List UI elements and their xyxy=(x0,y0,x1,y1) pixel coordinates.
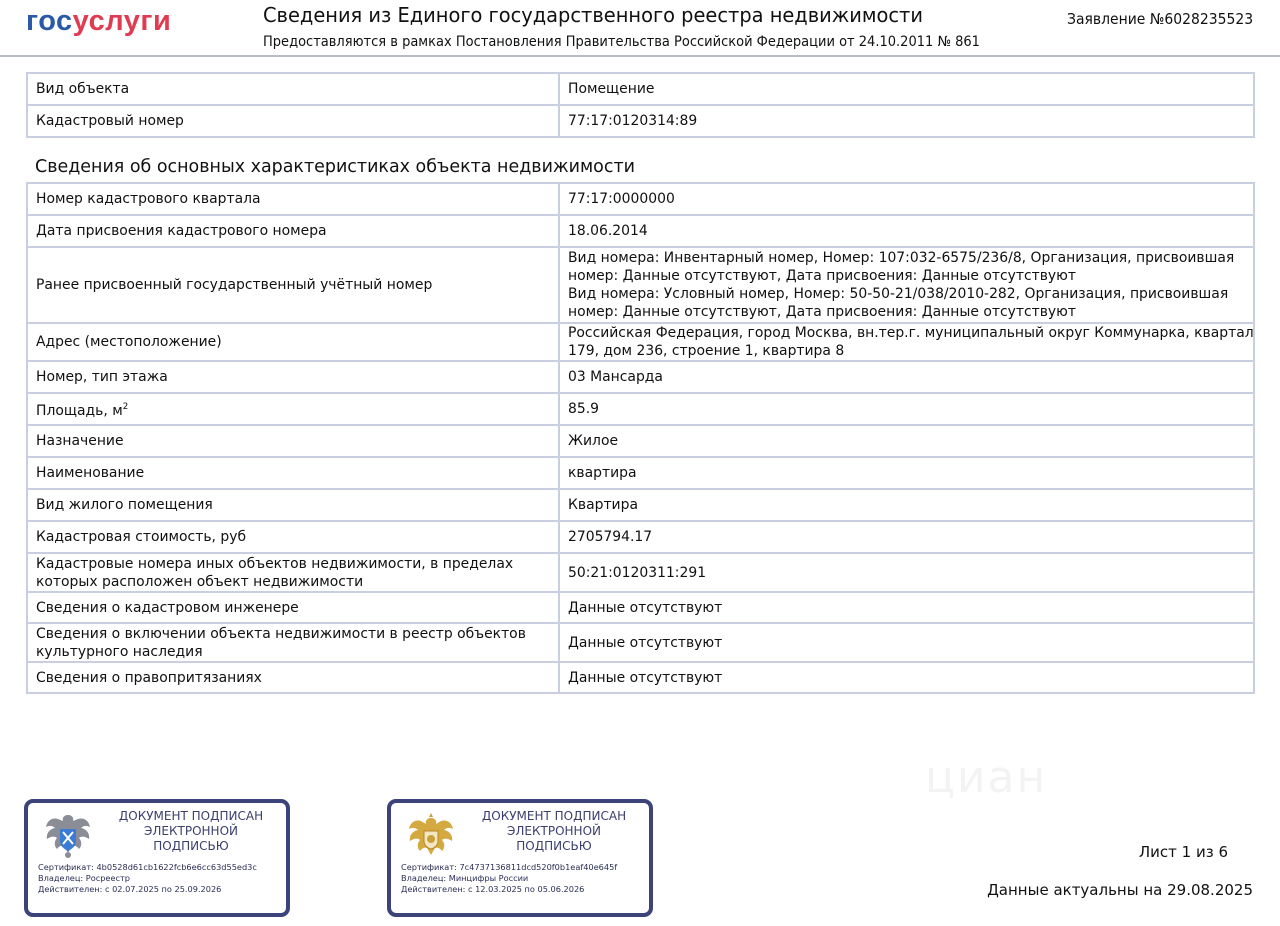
label-line: которых расположен объект недвижимости xyxy=(36,573,364,590)
row-value xyxy=(559,489,1254,521)
stamp-owner: Владелец: Росреестр xyxy=(38,873,130,883)
row-label xyxy=(27,393,559,425)
table-row xyxy=(27,73,1254,105)
stamp-details xyxy=(38,862,257,895)
row-label xyxy=(27,361,559,393)
row-label xyxy=(27,489,559,521)
stamp-details xyxy=(401,862,617,895)
value-text: 50:21:0120311:291 xyxy=(568,564,707,581)
row-value xyxy=(559,457,1254,489)
value-line: 179, дом 236, строение 1, квартира 8 xyxy=(568,343,845,359)
statement-number: Заявление №6028235523 xyxy=(1066,10,1253,28)
value-line: номер: Данные отсутствуют, Дата присвоения: Данные отсутствуют xyxy=(568,268,1077,284)
document-header xyxy=(0,0,1280,57)
characteristics-table xyxy=(26,182,1255,694)
row-value xyxy=(559,592,1254,623)
row-label xyxy=(27,323,559,361)
label-text: Сведения о кадастровом инженере xyxy=(36,599,299,616)
table-row xyxy=(27,425,1254,457)
row-value xyxy=(559,73,1254,105)
value-text: Данные отсутствуют xyxy=(568,599,723,616)
value-text: 18.06.2014 xyxy=(568,223,648,239)
table-row xyxy=(27,457,1254,489)
row-value xyxy=(559,105,1254,137)
table-row xyxy=(27,662,1254,693)
value-line: Российская Федерация, город Москва, вн.тер.г. муниципальный округ Коммунарка, квартал xyxy=(568,325,1254,341)
row-label xyxy=(27,553,559,592)
stamp-heading-line: ЭЛЕКТРОННОЙ xyxy=(144,824,238,838)
label-text: Номер кадастрового квартала xyxy=(36,191,261,207)
label-text: Сведения о правопритязаниях xyxy=(36,669,262,686)
row-value xyxy=(559,247,1254,323)
table-row xyxy=(27,521,1254,553)
value-text: Данные отсутствуют xyxy=(568,669,723,686)
russia-coat-of-arms-icon xyxy=(405,809,457,861)
stamp-heading-line: ПОДПИСЬЮ xyxy=(153,839,229,853)
stamp-certificate: Сертификат: 7c4737136811dcd520f0b1eaf40e645f xyxy=(401,862,618,872)
table-row xyxy=(27,361,1254,393)
value-text: 77:17:0120314:89 xyxy=(568,113,698,129)
area-label: Площадь, м xyxy=(36,402,123,419)
row-value xyxy=(559,183,1254,215)
value-text: 77:17:0000000 xyxy=(568,191,675,207)
logo-part-gos: гос xyxy=(26,5,73,37)
row-label xyxy=(27,623,559,662)
cian-watermark: циан xyxy=(925,752,1048,803)
table-row xyxy=(27,592,1254,623)
table-row xyxy=(27,623,1254,662)
value-text: 2705794.17 xyxy=(568,529,653,545)
row-label xyxy=(27,521,559,553)
value-text: 85.9 xyxy=(568,401,600,417)
value-text: Жилое xyxy=(568,433,619,449)
label-text xyxy=(36,398,128,420)
label-text: Вид объекта xyxy=(36,81,130,97)
data-actual-date: Данные актуальны на 29.08.2025 xyxy=(987,881,1253,899)
section-title: Сведения об основных характеристиках объекта недвижимости xyxy=(35,156,635,177)
row-value xyxy=(559,623,1254,662)
table-row xyxy=(27,183,1254,215)
square-superscript: 2 xyxy=(122,402,129,413)
row-label xyxy=(27,105,559,137)
page-counter: Лист 1 из 6 xyxy=(1138,843,1228,861)
row-value xyxy=(559,215,1254,247)
rosreestr-emblem-icon xyxy=(42,809,94,861)
label-text: Вид жилого помещения xyxy=(36,497,213,513)
label-text: Кадастровый номер xyxy=(36,113,184,129)
row-value xyxy=(559,361,1254,393)
row-value xyxy=(559,521,1254,553)
row-label xyxy=(27,183,559,215)
stamp-heading-line: ПОДПИСЬЮ xyxy=(516,839,592,853)
logo-part-uslugi: услуги xyxy=(72,5,172,37)
gosuslugi-logo xyxy=(26,5,171,38)
stamp-heading-line: ДОКУМЕНТ ПОДПИСАН xyxy=(481,809,627,823)
label-line: культурного наследия xyxy=(36,643,203,660)
row-label xyxy=(27,73,559,105)
row-label xyxy=(27,457,559,489)
value-line: номер: Данные отсутствуют, Дата присвоения: Данные отсутствуют xyxy=(568,304,1077,320)
row-value xyxy=(559,553,1254,592)
label-line: Сведения о включении объекта недвижимости в реестр объектов xyxy=(36,625,526,642)
value-text: Квартира xyxy=(568,497,638,513)
table-row xyxy=(27,247,1254,323)
row-value xyxy=(559,393,1254,425)
value-text: квартира xyxy=(568,465,637,481)
row-label xyxy=(27,425,559,457)
stamp-owner: Владелец: Минцифры России xyxy=(401,873,529,883)
label-text: Кадастровая стоимость, руб xyxy=(36,529,247,545)
row-value xyxy=(559,662,1254,693)
stamp-heading xyxy=(100,809,282,854)
value-line: Вид номера: Условный номер, Номер: 50-50-21/038/2010-282, Организация, присвоившая xyxy=(568,286,1229,302)
label-text: Наименование xyxy=(36,465,145,481)
row-value xyxy=(559,323,1254,361)
e-signature-stamp xyxy=(24,799,290,917)
document-title: Сведения из Единого государственного реестра недвижимости xyxy=(263,3,923,27)
label-text: Ранее присвоенный государственный учётный номер xyxy=(36,277,433,293)
table-row xyxy=(27,105,1254,137)
label-text: Дата присвоения кадастрового номера xyxy=(36,223,327,239)
label-text: Адрес (местоположение) xyxy=(36,334,222,350)
e-signature-stamp xyxy=(387,799,653,917)
stamp-heading-line: ДОКУМЕНТ ПОДПИСАН xyxy=(118,809,264,823)
value-text: Данные отсутствуют xyxy=(568,634,723,651)
label-text: Назначение xyxy=(36,433,124,449)
value-text: Помещение xyxy=(568,81,655,97)
label-text: Номер, тип этажа xyxy=(36,369,168,385)
table-row xyxy=(27,323,1254,361)
stamp-validity: Действителен: с 12.03.2025 по 05.06.2026 xyxy=(401,884,585,894)
stamp-heading xyxy=(463,809,645,854)
row-label xyxy=(27,247,559,323)
table-row xyxy=(27,489,1254,521)
row-label xyxy=(27,662,559,693)
stamp-validity: Действителен: с 02.07.2025 по 25.09.2026 xyxy=(38,884,222,894)
label-line: Кадастровые номера иных объектов недвижимости, в пределах xyxy=(36,555,514,572)
table-row xyxy=(27,215,1254,247)
table-row xyxy=(27,393,1254,425)
value-text: 03 Мансарда xyxy=(568,369,663,385)
value-line: Вид номера: Инвентарный номер, Номер: 107:032-6575/236/8, Организация, присвоившая xyxy=(568,250,1235,266)
stamp-certificate: Сертификат: 4b0528d61cb1622fcb6e6cc63d55ed3c xyxy=(38,862,257,872)
row-value xyxy=(559,425,1254,457)
table-row xyxy=(27,553,1254,592)
row-label xyxy=(27,215,559,247)
stamp-heading-line: ЭЛЕКТРОННОЙ xyxy=(507,824,601,838)
row-label xyxy=(27,592,559,623)
document-subtitle: Предоставляются в рамках Постановления Правительства Российской Федерации от 24.10.2011 № 861 xyxy=(263,34,980,50)
summary-table xyxy=(26,72,1255,138)
